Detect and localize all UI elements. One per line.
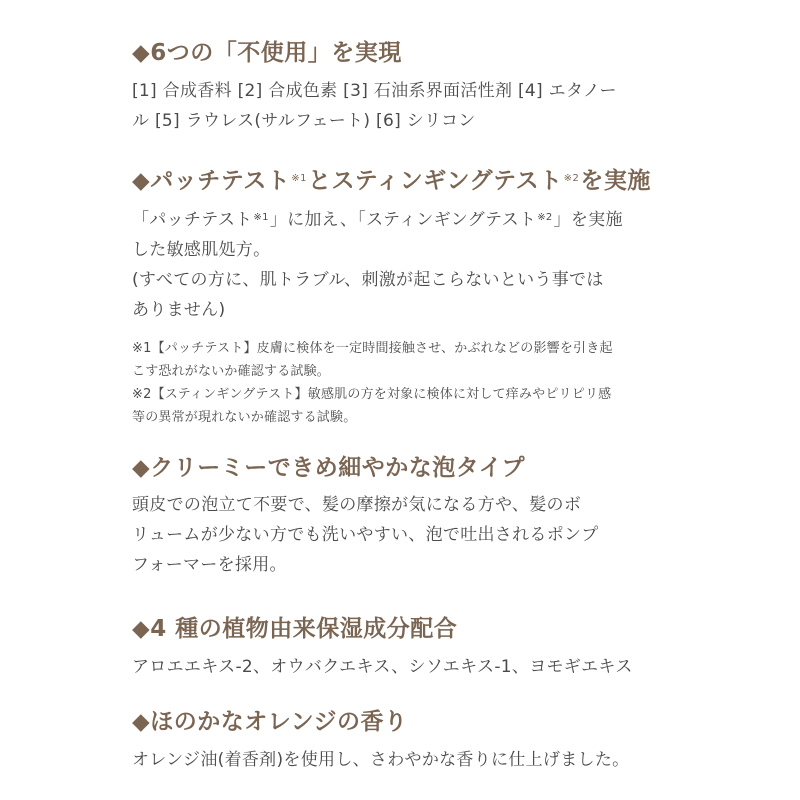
section-heading: ◆4 種の植物由来保湿成分配合 [132,616,458,642]
body-line: ル [5] ラウレス(サルフェート) [6] シリコン [132,111,476,131]
section-body [132,205,651,325]
heading-part: とスティンギングテスト [308,168,563,194]
footnote-mark: ※2 [563,173,580,184]
section-heading: ◆クリーミーできめ細やかな泡タイプ [132,455,526,481]
section-heading [132,164,651,198]
heading-part: ◆パッチテスト [132,168,291,194]
section-orange-scent [132,705,629,775]
body-line: (すべての方に、肌トラブル、刺激が起こらないという事では [132,270,604,290]
body-line: オレンジ油(着香剤)を使用し、さわやかな香りに仕上げました。 [132,750,630,770]
footnotes [132,337,651,429]
body-line: した敏感肌処方。 [132,240,271,260]
heading-part: を実施 [580,168,651,194]
footnote-line: ※2【スティンギングテスト】敏感肌の方を対象に検体に対して痒みやピリピリ感 [132,387,612,402]
text-part: 」を実施 [553,210,623,230]
section-body [132,490,599,580]
body-line: アロエエキス-2、オウバクエキス、シソエキス-1、ヨモギエキス [132,657,633,677]
section-heading: ◆ほのかなオレンジの香り [132,709,408,735]
body-line [132,205,651,235]
section-body [132,76,617,136]
section-body [132,745,629,775]
footnote-mark: ※2 [537,212,553,223]
footnote-line: こす恐れがないか確認する試験。 [132,364,331,379]
body-line: ありません) [132,300,226,320]
section-body [132,652,633,682]
text-part: 「パッチテスト [132,210,253,230]
section-plant-moisturizers [132,612,633,682]
body-line: リュームが少ない方でも洗いやすい、泡で吐出されるポンプ [132,525,599,545]
footnote-mark: ※1 [253,212,269,223]
footnote-line: 等の異常が現れないか確認する試験。 [132,410,357,425]
footnote-line: ※1【パッチテスト】皮膚に検体を一定時間接触させ、かぶれなどの影響を引き起 [132,341,613,356]
section-creamy-foam [132,451,599,580]
footnote-mark: ※1 [291,173,308,184]
section-patch-stinging-test [132,164,651,429]
body-line: 頭皮での泡立て不要で、髪の摩擦が気になる方や、髪のボ [132,495,582,515]
body-line: [1] 合成香料 [2] 合成色素 [3] 石油系界面活性剤 [4] エタノー [132,81,617,101]
section-heading: ◆6つの「不使用」を実現 [132,40,402,66]
section-six-free-formula [132,36,617,136]
text-part: 」に加え、「スティンギングテスト [269,210,537,230]
body-line: フォーマーを採用。 [132,555,287,575]
